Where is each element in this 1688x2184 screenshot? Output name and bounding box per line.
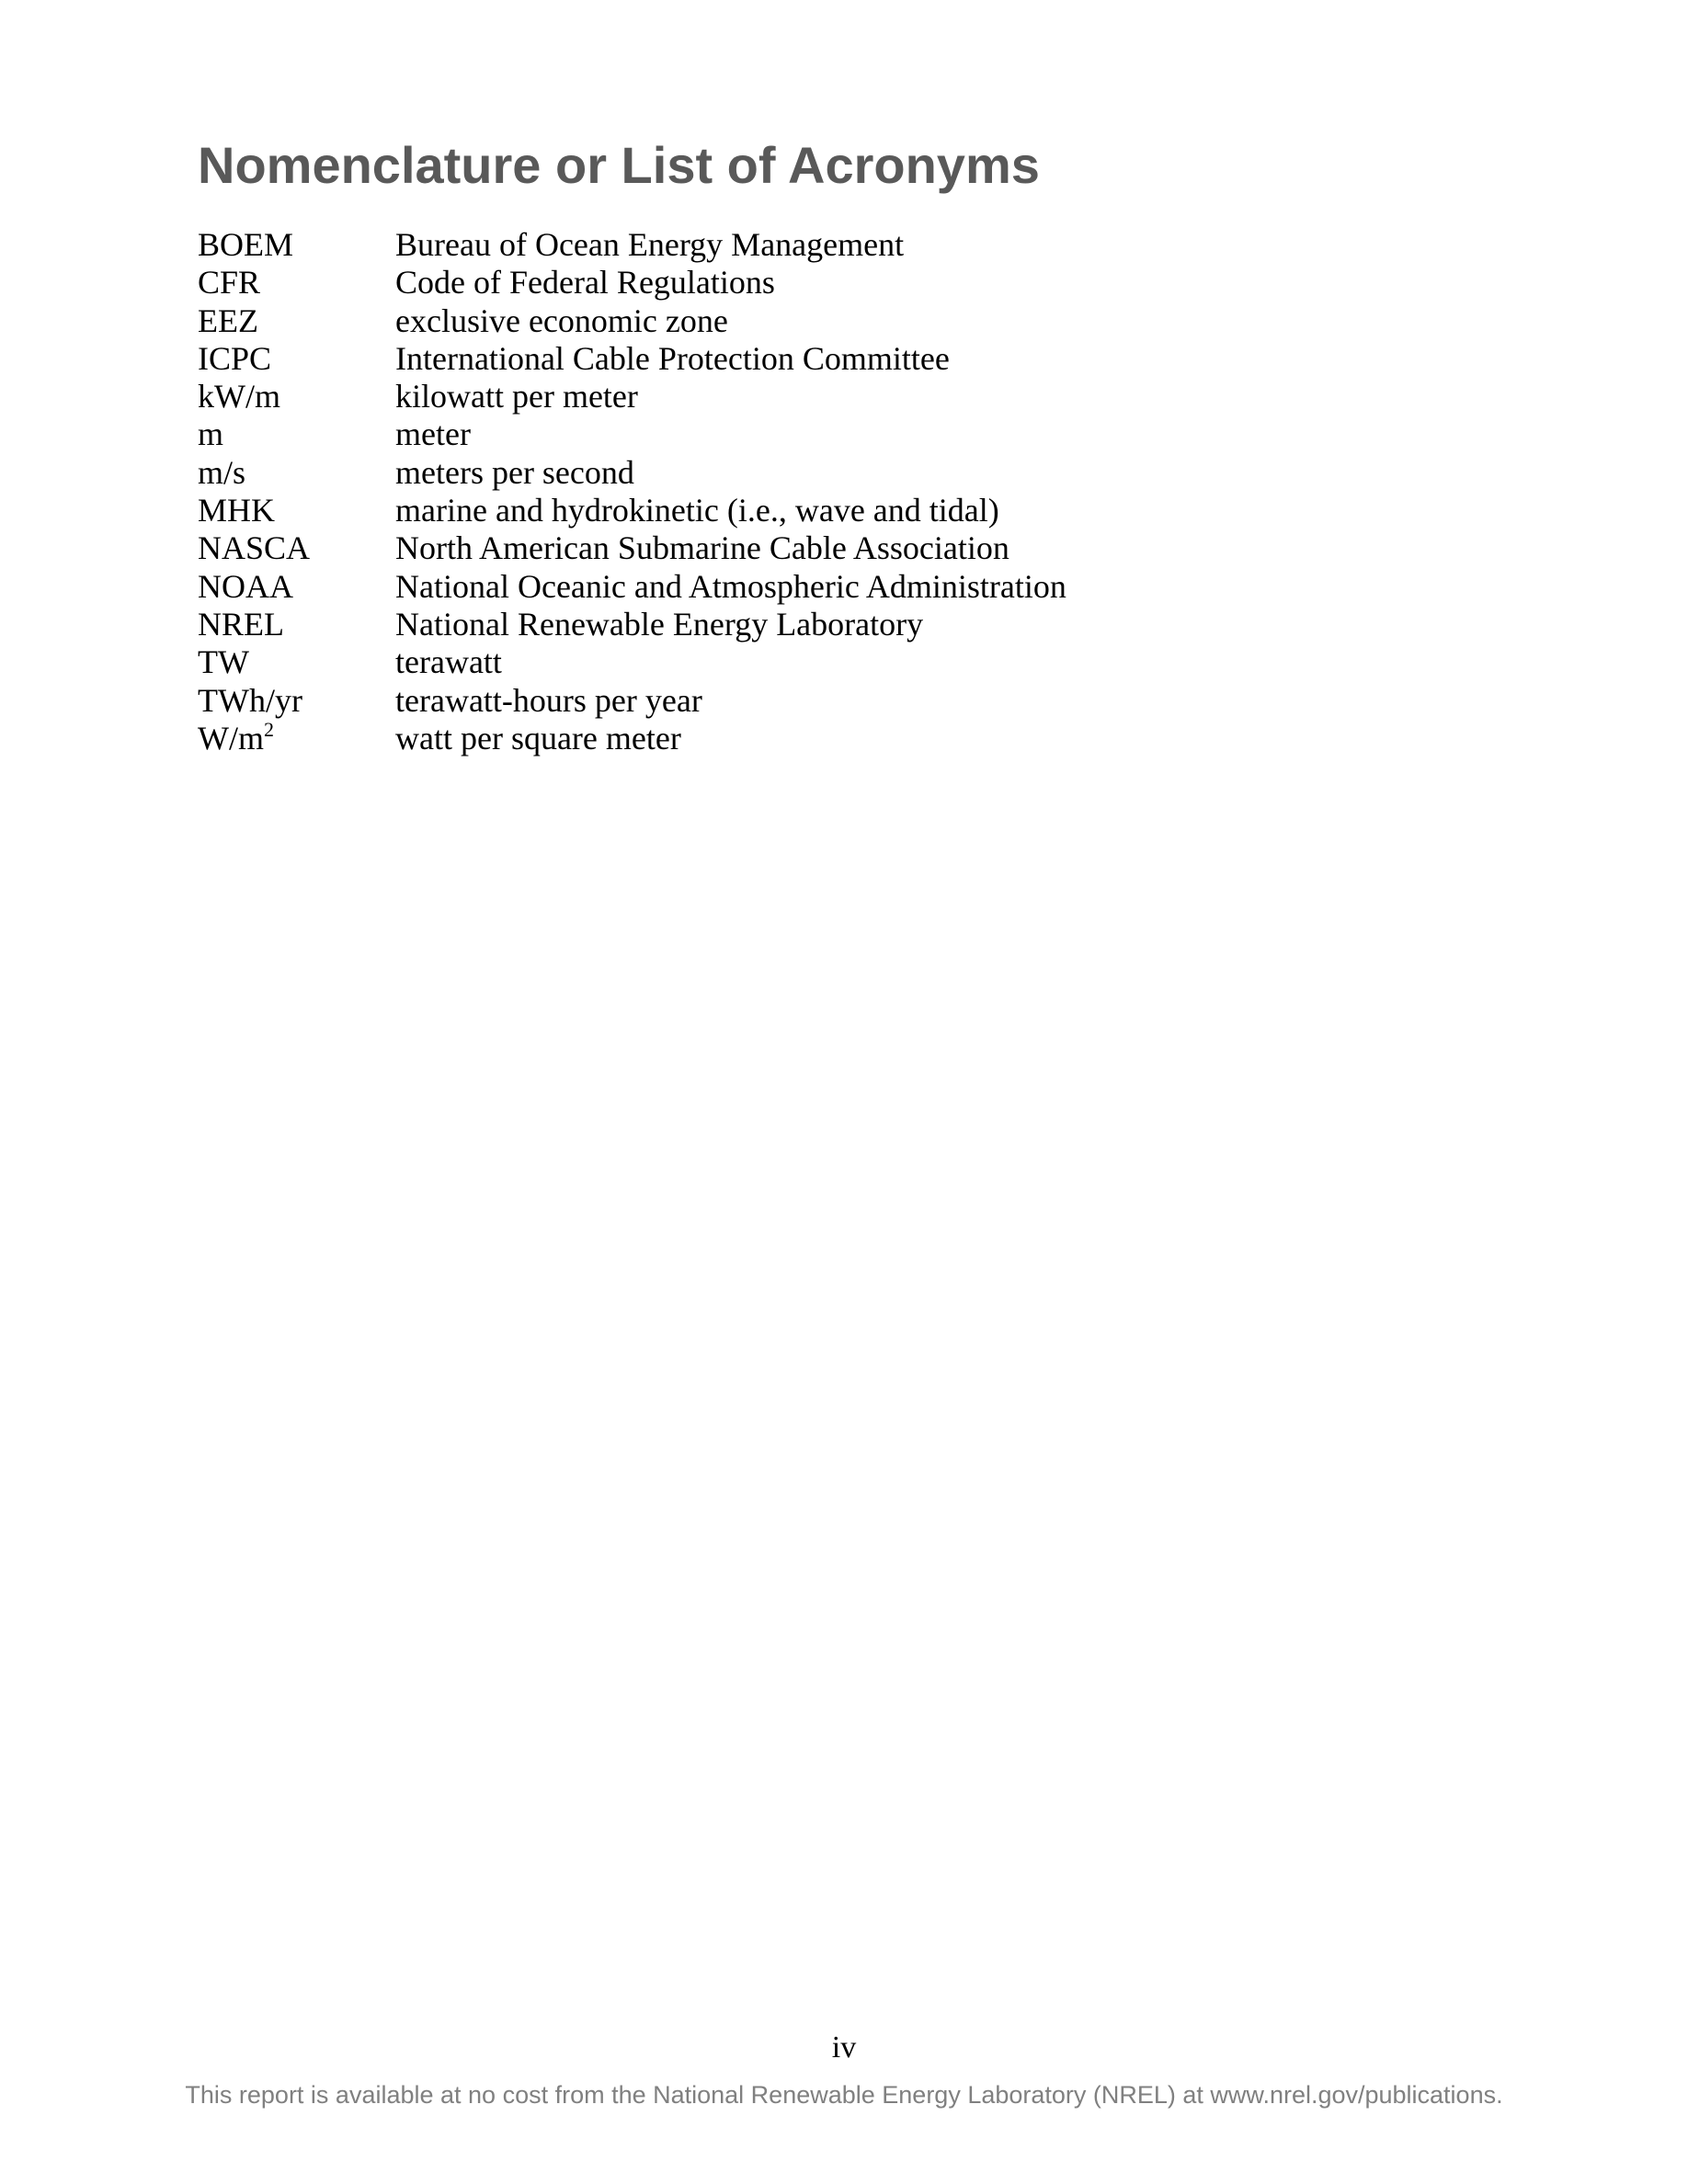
acronym-definition: National Renewable Energy Laboratory [395, 605, 924, 643]
acronym-abbr-with-superscript [198, 717, 395, 757]
acronym-list [198, 226, 1393, 757]
acronym-abbr: NREL [198, 605, 284, 643]
acronym-abbr: kW/m [198, 378, 280, 415]
acronym-definition: Bureau of Ocean Energy Management [395, 226, 905, 263]
acronym-row [198, 302, 1393, 340]
acronym-row [198, 606, 1393, 643]
acronym-definition: watt per square meter [395, 719, 681, 756]
acronym-definition: exclusive economic zone [395, 301, 728, 339]
acronym-row [198, 454, 1393, 492]
acronym-definition: Code of Federal Regulations [395, 264, 775, 301]
acronym-row [198, 717, 1393, 757]
page-title: Nomenclature or List of Acronyms [198, 136, 1040, 194]
acronym-definition: North American Submarine Cable Association [395, 529, 1009, 567]
acronym-abbr-superscript: 2 [263, 717, 274, 741]
acronym-abbr: m [198, 415, 224, 453]
acronym-definition: meters per second [395, 453, 634, 491]
acronym-definition: kilowatt per meter [395, 378, 638, 415]
acronym-abbr: NASCA [198, 529, 311, 567]
acronym-abbr: MHK [198, 492, 276, 529]
acronym-definition: marine and hydrokinetic (i.e., wave and tidal) [395, 492, 999, 529]
acronym-abbr: NOAA [198, 567, 293, 605]
acronym-row [198, 643, 1393, 681]
page-number: iv [831, 2030, 857, 2065]
acronym-row [198, 492, 1393, 529]
acronym-row [198, 340, 1393, 378]
acronym-abbr: m/s [198, 453, 246, 491]
acronym-row [198, 378, 1393, 415]
acronym-abbr-base: W/m [198, 719, 264, 756]
acronym-row [198, 264, 1393, 301]
acronym-definition: terawatt [395, 643, 502, 681]
acronym-row [198, 226, 1393, 264]
acronym-row [198, 415, 1393, 453]
acronym-abbr: EEZ [198, 301, 258, 339]
acronym-definition: International Cable Protection Committee [395, 339, 950, 377]
acronym-row [198, 682, 1393, 720]
acronym-abbr: CFR [198, 264, 261, 301]
acronym-definition: National Oceanic and Atmospheric Administration [395, 567, 1066, 605]
acronym-definition: meter [395, 415, 471, 453]
acronym-abbr: TWh/yr [198, 681, 302, 719]
acronym-abbr: TW [198, 643, 249, 681]
acronym-row [198, 568, 1393, 606]
acronym-abbr: ICPC [198, 339, 272, 377]
footer-note: This report is available at no cost from the National Renewable Energy Laboratory (NREL) at www.nrel.gov/publications. [185, 2081, 1503, 2109]
acronym-abbr: BOEM [198, 226, 294, 263]
acronym-definition: terawatt-hours per year [395, 681, 702, 719]
acronym-row [198, 529, 1393, 567]
